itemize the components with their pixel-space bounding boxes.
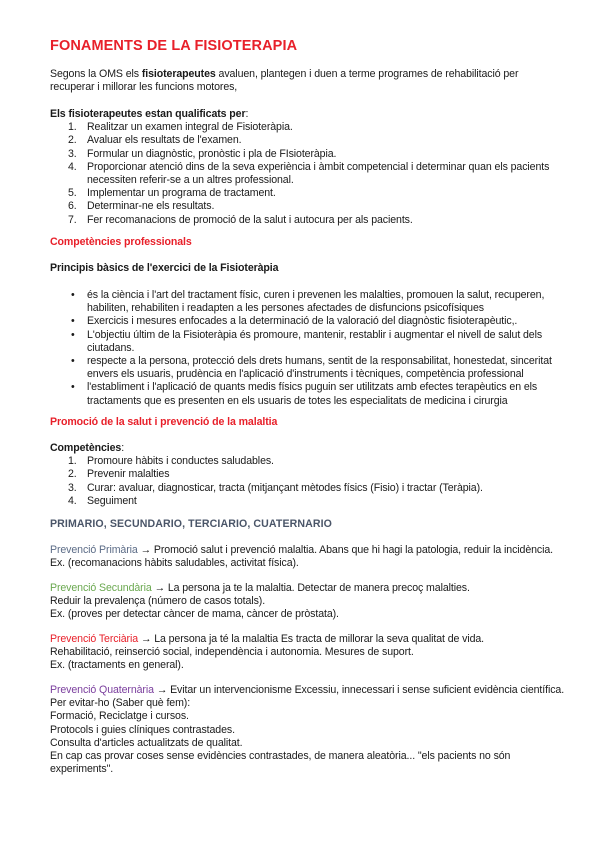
item-text: L'objectiu últim de la Fisioteràpia és promoure, mantenir, restablir i augmentar el nivell de salut dels <box>87 328 543 341</box>
item-number: 6. <box>68 200 77 213</box>
secondary-line-1: Prevenció Secundària → La persona ja te la malaltia. Detectar de manera precoç malalties. <box>50 582 470 594</box>
item-text: Fer recomanacions de promoció de la salut i autocura per als pacients. <box>87 213 413 226</box>
item-text: Curar: avaluar, diagnosticar, tracta (mitjançant mètodes físics (Fisio) i tractar (Teràpia). <box>87 481 483 494</box>
item-text: envers els usuaris, prudència en l'aplicació d'instruments i tècniques, competència professional <box>87 368 524 381</box>
list-item <box>50 482 600 495</box>
quaternary-line-1: Prevenció Quaternària → Evitar un intervencionisme Excessiu, innecessari i sense suficient evidència científica. <box>50 684 565 696</box>
bullet-mark: • <box>71 289 75 301</box>
item-text: Proporcionar atenció dins de la seva experiència i àmbit competencial i determinar quan els pacients <box>87 160 550 173</box>
item-text: Implementar un programa de tractament. <box>87 187 276 200</box>
bullet-item <box>50 381 600 407</box>
quaternary-line-2: Per evitar-ho (Saber què fem): <box>50 697 191 710</box>
item-text: tractaments que es presenten en els usuaris de totes les especialitats de medicina i cirurgia <box>87 394 508 407</box>
item-number: 1. <box>68 121 77 134</box>
secondary-label: Prevenció Secundària <box>50 582 152 594</box>
bullet-mark: • <box>71 355 75 368</box>
list-item <box>50 468 600 481</box>
prevention-primary <box>50 544 600 570</box>
list-item <box>50 455 600 468</box>
page-title: FONAMENTS DE LA FISIOTERAPIA <box>50 38 298 54</box>
list-item <box>50 161 600 187</box>
item-text: ciutadans. <box>87 341 135 354</box>
bullet-item <box>50 315 600 328</box>
item-text: Promoure hàbits i conductes saludables. <box>87 455 274 468</box>
quaternary-line-3: Formació, Reciclatge i cursos. <box>50 710 189 723</box>
tertiary-line-3: Ex. (tractaments en general). <box>50 659 184 672</box>
bullet-item <box>50 355 600 381</box>
item-text: Realitzar un examen integral de Fisioteràpia. <box>87 121 293 134</box>
list-item <box>50 187 600 200</box>
bullet-item <box>50 289 600 315</box>
quaternary-line-6: En cap cas provar coses sense evidències contrastades, de manera aleatòria... "els pacients no són <box>50 750 511 763</box>
primary-label: Prevenció Primària <box>50 544 138 556</box>
list-item <box>50 134 600 147</box>
quaternary-line-7: experiments". <box>50 763 114 776</box>
quaternary-line-4: Protocols i guies clíniques contrastades. <box>50 723 235 736</box>
item-text: Avaluar els resultats de l'examen. <box>87 134 242 147</box>
qualified-list <box>50 121 600 227</box>
tertiary-label: Prevenció Terciària <box>50 633 138 645</box>
list-item <box>50 214 600 227</box>
item-number: 3. <box>68 481 77 494</box>
item-number: 2. <box>68 468 77 481</box>
bullet-mark: • <box>71 328 75 341</box>
item-number: 2. <box>68 134 77 147</box>
bullet-mark: • <box>71 381 75 394</box>
item-text: Prevenir malalties <box>87 468 170 481</box>
item-text: Formular un diagnòstic, pronòstic i pla de FIsioteràpia. <box>87 147 337 160</box>
list-item <box>50 200 600 213</box>
prevention-secondary <box>50 582 600 622</box>
principles-heading: Principis bàsics de l'exercici de la Fisioteràpia <box>50 262 279 274</box>
item-text: respecte a la persona, protecció dels drets humans, sentit de la responsabilitat, honestedat, sinceritat <box>87 355 552 368</box>
principles-list <box>50 289 600 408</box>
item-number: 5. <box>68 187 77 200</box>
principles-section <box>50 289 600 408</box>
item-text: necessiten referir-se a un altres professional. <box>87 174 294 187</box>
primary-line-1: Prevenció Primària → Promoció salut i prevenció malaltia. Abans que hi hagi la patologia, reduir la incidència. <box>50 544 553 556</box>
item-number: 1. <box>68 455 77 468</box>
promotion-list <box>50 455 600 508</box>
secondary-line-2: Reduir la prevalença (número de casos totals). <box>50 595 266 608</box>
quaternary-label: Prevenció Quaternària <box>50 684 154 696</box>
item-number: 7. <box>68 213 77 226</box>
prevention-quaternary <box>50 684 600 776</box>
item-number: 4. <box>68 160 77 173</box>
tertiary-line-2: Rehabilitació, reinserció social, independència i autonomia. Mesures de suport. <box>50 646 414 659</box>
intro-line-1: Segons la OMS els fisioterapeutes avaluen, plantegen i duen a terme programes de rehabilitació per <box>50 68 519 80</box>
list-item <box>50 148 600 161</box>
bullet-item <box>50 329 600 355</box>
list-item <box>50 121 600 134</box>
promotion-heading: Promoció de la salut i prevenció de la malaltia <box>50 416 278 428</box>
tertiary-line-1: Prevenció Terciària → La persona ja té la malaltia Es tracta de millorar la seva qualitat de vida. <box>50 633 485 645</box>
qualified-section <box>50 108 600 227</box>
competencies-heading: Competències professionals <box>50 236 192 248</box>
item-number: 3. <box>68 147 77 160</box>
bullet-mark: • <box>71 315 75 328</box>
prevention-tertiary <box>50 633 600 673</box>
item-text: habiliten, rehabiliten i readapten a les persones afectades de disfuncions psicofísiques <box>87 302 484 315</box>
promotion-section <box>50 442 600 508</box>
secondary-line-3: Ex. (proves per detectar càncer de mama, càncer de pròstata). <box>50 608 339 621</box>
item-text: Seguiment <box>87 494 137 507</box>
quaternary-line-5: Consulta d'articles actualitzats de qualitat. <box>50 736 243 749</box>
item-text: Exercicis i mesures enfocades a la determinació de la valoració del diagnòstic fisioterapèutic,. <box>87 315 518 328</box>
intro-line-2: recuperar i millorar les funcions motores, <box>50 81 238 94</box>
list-item <box>50 495 600 508</box>
item-text: és la ciència i l'art del tractament físic, curen i prevenen les malalties, promouen la salut, recuperen, <box>87 289 545 301</box>
primary-line-2: Ex. (recomanacions hàbits saludables, activitat física). <box>50 557 299 570</box>
competencies-subheading: Competències: <box>50 442 125 454</box>
qualified-heading: Els fisioterapeutes estan qualificats per: <box>50 108 249 120</box>
item-text: Determinar-ne els resultats. <box>87 200 215 213</box>
item-text: l'establiment i l'aplicació de quants medis físics puguin ser utilitzats amb efectes terapèutics en els <box>87 381 538 394</box>
item-number: 4. <box>68 494 77 507</box>
levels-heading: PRIMARIO, SECUNDARIO, TERCIARIO, CUATERNARIO <box>50 518 332 530</box>
intro-paragraph <box>50 68 600 94</box>
